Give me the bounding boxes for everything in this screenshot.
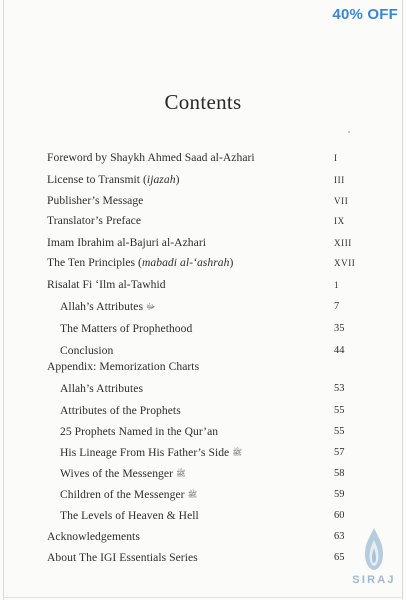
toc-entry-title: About The IGI Essentials Series (47, 551, 198, 564)
toc-entry-page: 53 (334, 383, 345, 394)
toc-entry-title: 25 Prophets Named in the Qur’an (60, 425, 219, 438)
toc-entry-title-text: Wives of the Messenger (60, 467, 173, 480)
toc-entry-page: 55 (334, 405, 345, 416)
toc-entry (0, 320, 406, 338)
toc-entry-title: The Levels of Heaven & Hell (60, 509, 199, 522)
honorific-glyph: ﷺ (232, 448, 242, 457)
toc-entry-page: III (334, 175, 345, 185)
toc-entry-title: Conclusion (60, 344, 114, 357)
toc-entry (0, 358, 406, 376)
toc-entry-title: The Matters of Prophethood (60, 322, 193, 335)
toc-entry-title (60, 465, 186, 483)
toc-entry-title (60, 298, 155, 316)
toc-entry-title-text: His Lineage From His Father’s Side (60, 446, 230, 459)
toc-entry-page: IX (334, 216, 345, 226)
toc-entry-title (60, 444, 242, 462)
page-title: Contents (164, 90, 242, 114)
toc-entry-title-text: Children of the Messenger (60, 488, 185, 501)
toc-entry-page: 60 (334, 510, 345, 521)
toc-entry (0, 212, 406, 230)
toc-entry-title: Risalat Fi ‘Ilm al-Tawhid (47, 278, 166, 291)
toc-entry-title (60, 486, 197, 504)
toc-entry (0, 528, 406, 546)
toc-entry (0, 465, 406, 483)
toc-entry-page: XVII (334, 258, 356, 268)
toc-entry-page: 59 (334, 489, 345, 500)
toc-entry-page: 65 (334, 552, 345, 563)
siraj-logo (350, 524, 398, 596)
toc-entry-title: Translator’s Preface (47, 214, 142, 227)
toc-entry (0, 149, 406, 167)
toc-entry-title: Attributes of the Prophets (60, 404, 181, 417)
toc-entry-page: 7 (334, 301, 340, 312)
toc-entry-page: VII (334, 196, 349, 206)
toc-entry-title: Allah’s Attributes (60, 382, 144, 395)
toc-entry-title: Acknowledgements (47, 530, 140, 543)
toc-entry-page: 44 (334, 345, 345, 356)
logo-wordmark: SIRAJ (352, 574, 396, 586)
toc-entry-page: 57 (334, 447, 345, 458)
honorific-glyph: ﷺ (187, 490, 198, 499)
toc-entry (0, 549, 406, 567)
page-edge-bottom (3, 597, 403, 598)
toc-entry-title: License to Transmit (ijazah) (47, 173, 180, 186)
toc-entry (0, 507, 406, 525)
print-speck (348, 131, 350, 133)
toc-entry-title: Foreword by Shaykh Ahmed Saad al-Azhari (47, 151, 255, 164)
toc-entry-page: I (334, 153, 338, 163)
toc-entry-page: 55 (334, 426, 345, 437)
toc-entry-page: 1 (334, 280, 340, 290)
toc-entry (0, 402, 406, 420)
toc-entry-page: XIII (334, 238, 352, 248)
toc-entry (0, 423, 406, 441)
toc-entry-title: The Ten Principles (mabadi al-‘ashrah) (47, 256, 234, 269)
toc-entry-title: Imam Ibrahim al-Bajuri al-Azhari (47, 236, 207, 249)
toc-entry-title: Appendix: Memorization Charts (47, 360, 200, 373)
honorific-glyph: ﷻ (146, 302, 156, 311)
toc-entry (0, 234, 406, 252)
toc-entry (0, 486, 406, 504)
toc-entry (0, 380, 406, 398)
honorific-glyph: ﷺ (176, 469, 186, 478)
toc-entry (0, 444, 406, 462)
toc-entry (0, 171, 406, 189)
toc-entry (0, 298, 406, 316)
toc-entry (0, 276, 406, 294)
toc-entry-page: 35 (334, 323, 345, 334)
toc-entry-page: 58 (334, 468, 345, 479)
toc-entry-title-text: Allah’s Attributes (60, 300, 144, 313)
toc-entry-title: Publisher’s Message (47, 194, 144, 207)
toc-entry-page: 63 (334, 531, 345, 542)
toc-entry (0, 254, 406, 272)
discount-badge: 40% OFF (332, 6, 398, 23)
flame-icon (362, 526, 386, 572)
toc-entry (0, 192, 406, 210)
